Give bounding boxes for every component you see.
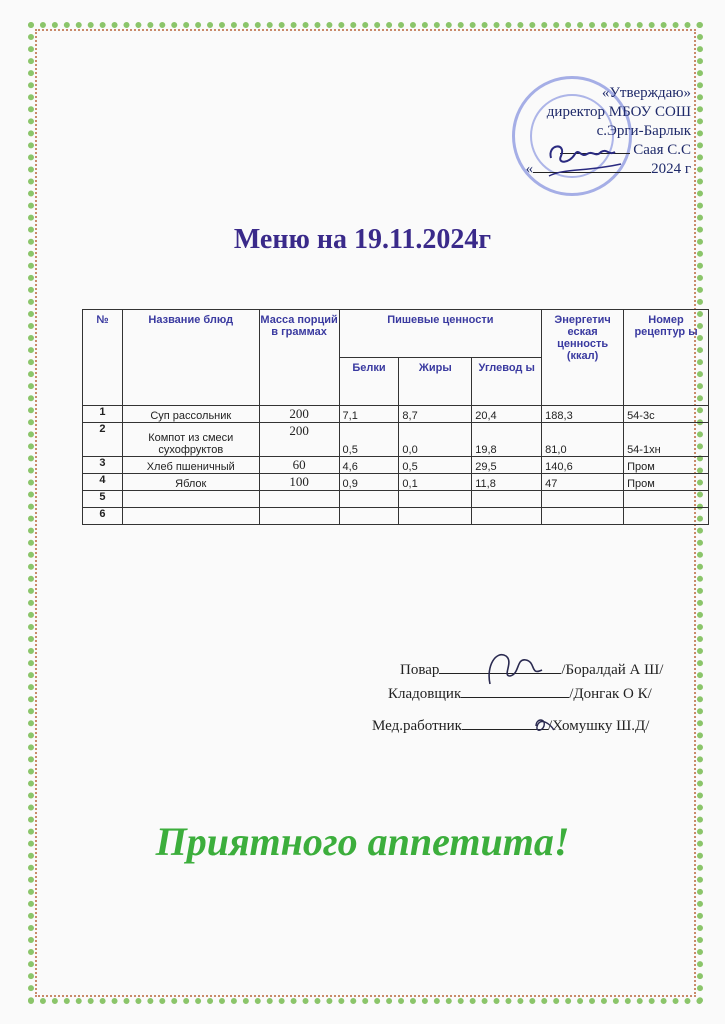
header-nutrients: Пишевые ценности <box>339 310 542 358</box>
table-row <box>83 508 709 525</box>
cell-carbs: 19,8 <box>472 423 542 457</box>
cook-name: /Боралдай А Ш/ <box>561 662 664 678</box>
medic-signature-row <box>372 718 649 735</box>
closing-wish: Приятного аппетита! <box>155 819 570 864</box>
medic-name: /Хомушку Ш.Д/ <box>547 718 650 734</box>
storekeeper-name: /Донгак О К/ <box>569 686 652 702</box>
header-recipe: Номер рецептур ы <box>624 310 709 406</box>
header-fat: Жиры <box>399 358 472 406</box>
cell-recipe: Пром <box>624 474 709 491</box>
director-signature <box>545 134 625 190</box>
cell-energy <box>542 491 624 508</box>
cell-num: 1 <box>83 406 123 423</box>
approval-line4: Саая С.С <box>633 142 691 158</box>
cell-protein <box>339 508 399 525</box>
approval-line2: директор МБОУ СОШ <box>546 104 691 120</box>
cell-num: 2 <box>83 423 123 457</box>
header-energy: Энергетич еская ценность (ккал) <box>542 310 624 406</box>
cell-mass: 200 <box>259 406 339 423</box>
cook-signature <box>480 646 552 692</box>
cell-mass: 100 <box>259 474 339 491</box>
cell-num: 6 <box>83 508 123 525</box>
approval-date-prefix: « <box>525 161 534 177</box>
cell-energy <box>542 508 624 525</box>
table-row <box>83 423 709 457</box>
cell-fat <box>399 508 472 525</box>
cell-recipe: 54-3с <box>624 406 709 423</box>
cell-name: Яблок <box>122 474 259 491</box>
cell-protein: 0,5 <box>339 423 399 457</box>
table-row <box>83 474 709 491</box>
cell-name: Компот из смеси сухофруктов <box>122 423 259 457</box>
cell-fat: 0,1 <box>399 474 472 491</box>
page-title: Меню на 19.11.2024г <box>233 224 492 255</box>
approval-line1: «Утверждаю» <box>601 85 691 101</box>
header-name: Название блюд <box>122 310 259 406</box>
approval-date-suffix: 2024 г <box>651 161 691 177</box>
cell-name: Хлеб пшеничный <box>122 457 259 474</box>
header-num: № <box>83 310 123 406</box>
cell-fat: 0,5 <box>399 457 472 474</box>
cell-num: 3 <box>83 457 123 474</box>
approval-line3: с.Эрги-Барлык <box>596 123 691 139</box>
cell-mass <box>259 508 339 525</box>
storekeeper-label: Кладовщик <box>388 686 462 702</box>
header-carbs: Углевод ы <box>472 358 542 406</box>
cell-name: Суп рассольник <box>122 406 259 423</box>
cell-mass: 60 <box>259 457 339 474</box>
table-row <box>83 457 709 474</box>
cell-energy: 81,0 <box>542 423 624 457</box>
cell-carbs <box>472 508 542 525</box>
table-row <box>83 491 709 508</box>
cell-carbs: 11,8 <box>472 474 542 491</box>
cell-fat <box>399 491 472 508</box>
cell-num: 4 <box>83 474 123 491</box>
cell-recipe: Пром <box>624 457 709 474</box>
cell-num: 5 <box>83 491 123 508</box>
cell-recipe: 54-1хн <box>624 423 709 457</box>
cell-protein <box>339 491 399 508</box>
cell-carbs: 29,5 <box>472 457 542 474</box>
cell-name <box>122 491 259 508</box>
cell-fat: 8,7 <box>399 406 472 423</box>
cell-energy: 140,6 <box>542 457 624 474</box>
cell-carbs: 20,4 <box>472 406 542 423</box>
header-mass: Масса порций в граммах <box>259 310 339 406</box>
cook-label: Повар <box>400 662 440 678</box>
medic-label: Мед.работник <box>372 718 462 734</box>
cell-protein: 7,1 <box>339 406 399 423</box>
cell-mass: 200 <box>259 423 339 457</box>
cell-recipe <box>624 491 709 508</box>
table-row <box>83 406 709 423</box>
cell-fat: 0,0 <box>399 423 472 457</box>
cell-name <box>122 508 259 525</box>
cell-energy: 47 <box>542 474 624 491</box>
cell-protein: 4,6 <box>339 457 399 474</box>
cell-energy: 188,3 <box>542 406 624 423</box>
medic-signature <box>530 714 560 736</box>
cell-protein: 0,9 <box>339 474 399 491</box>
cell-recipe <box>624 508 709 525</box>
storekeeper-line <box>461 697 569 698</box>
cell-carbs <box>472 491 542 508</box>
cell-mass <box>259 491 339 508</box>
header-protein: Белки <box>339 358 399 406</box>
menu-table <box>82 309 709 525</box>
